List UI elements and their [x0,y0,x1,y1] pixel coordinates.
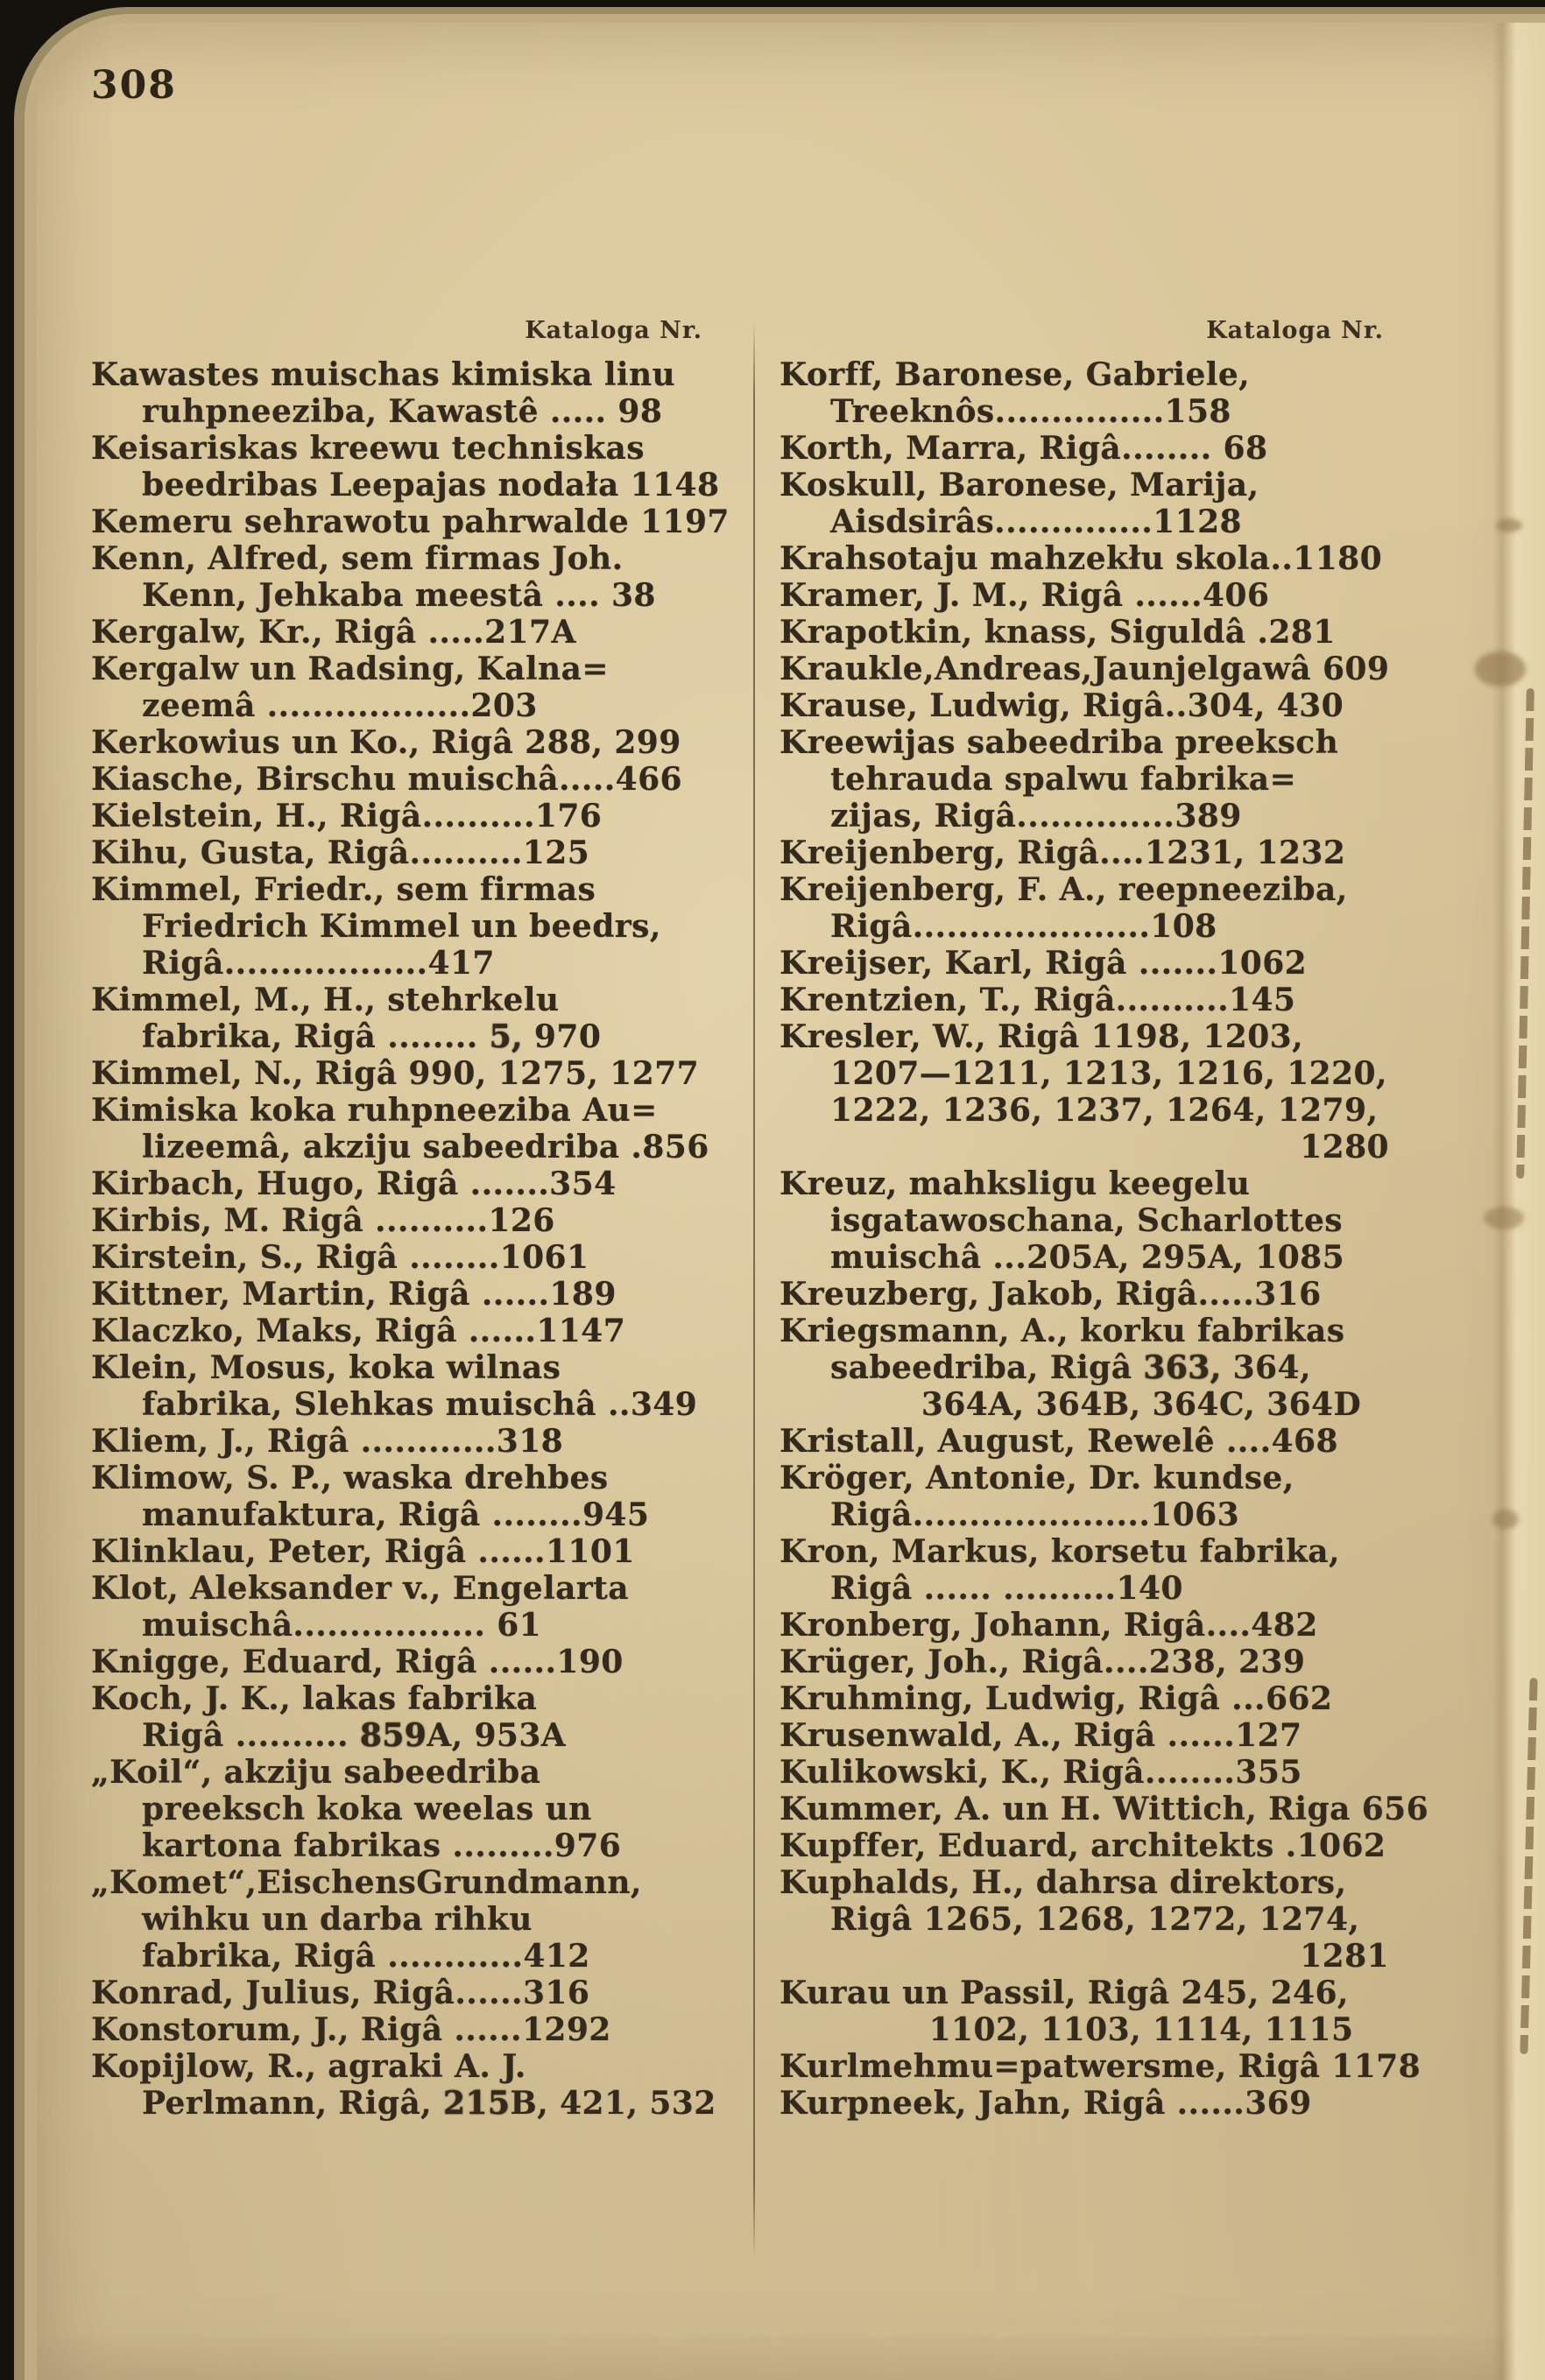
catalog-entry [91,651,741,724]
entry-line: Kresler, W., Rigâ 1198, 1203, [780,1018,1304,1055]
catalog-entry [91,1202,741,1239]
catalog-entry [780,1717,1398,1754]
entry-line: sabeedriba, Rigâ 363, 364, [830,1349,1311,1386]
entry-line: muischâ................. 61 [142,1607,542,1644]
entry-line: Korth, Marra, Rigâ........ 68 [780,430,1268,467]
catalog-entry [780,1644,1398,1680]
catalog-entry [780,1864,1398,1975]
stain-mark [1475,651,1526,687]
entry-line: Kerkowius un Ko., Rigâ 288, 299 [91,724,681,761]
stain-mark [1484,1207,1524,1229]
entry-line: zeemâ ..................203 [142,687,538,724]
catalog-entry [780,1975,1398,2048]
catalog-entry [91,1533,741,1570]
entry-line: Kergalw, Kr., Rigâ .....217A [91,614,576,651]
entry-line: Kimmel, M., H., stehrkelu [91,982,560,1018]
entry-line: Rigâ .......... 859A, 953A [142,1717,567,1754]
catalog-entry [91,1754,741,1864]
entry-line: „Komet“,EischensGrundmann, [91,1864,642,1901]
catalog-entry [780,1460,1398,1533]
entry-line: Klot, Aleksander v., Engelarta [91,1570,629,1607]
catalog-entry [91,430,741,503]
entry-line: Kristall, August, Rewelê ....468 [780,1423,1338,1460]
entry-line: Kreijser, Karl, Rigâ .......1062 [780,945,1308,982]
entry-line: Kiasche, Birschu muischâ.....466 [91,761,683,798]
catalog-entry [780,1607,1398,1644]
catalog-entry [91,2011,741,2048]
entry-line: Kopijlow, R., agraki A. J. [91,2048,526,2085]
entry-line: Kreijenberg, Rigâ....1231, 1232 [780,834,1346,871]
entry-line: Rigâ.....................1063 [830,1496,1240,1533]
catalog-entry [780,871,1398,945]
catalog-entry [91,1313,741,1349]
entry-line: Perlmann, Rigâ, 215B, 421, 532 [142,2085,716,2122]
entry-line: Kruhming, Ludwig, Rigâ ...662 [780,1680,1333,1717]
entry-line: Kirbis, M. Rigâ ..........126 [91,1202,555,1239]
entry-line: Krusenwald, A., Rigâ ......127 [780,1717,1302,1754]
catalog-entry [91,1276,741,1313]
catalog-entry [780,1165,1398,1276]
entry-line: 1280 [1300,1129,1389,1165]
entry-line: Koch, J. K., lakas fabrika [91,1680,538,1717]
catalog-entry [91,1423,741,1460]
catalog-entry [780,2048,1422,2085]
catalog-entry [780,687,1398,724]
catalog-entry [91,1055,741,1092]
entry-line: Krapotkin, knass, Siguldâ .281 [780,614,1336,651]
entry-line: Kröger, Antonie, Dr. kundse, [780,1460,1295,1496]
catalog-entry [91,1570,741,1644]
catalog-entry [780,1680,1398,1717]
catalog-entry [91,614,741,651]
catalog-entry [91,982,741,1055]
entry-line: Kronberg, Johann, Rigâ....482 [780,1607,1318,1644]
entry-line: 364A, 364B, 364C, 364D [921,1386,1362,1423]
catalog-entry [780,834,1398,871]
page-number: 308 [91,63,177,108]
catalog-entry [780,724,1398,834]
catalog-entries-left [91,356,741,2122]
book-page [37,23,1545,2380]
catalog-entry [780,1018,1398,1165]
entry-line: preeksch koka weelas un [142,1791,592,1827]
entry-line: Keisariskas kreewu techniskas [91,430,645,467]
catalog-entry [780,945,1398,982]
catalog-entry [780,1754,1398,1791]
entry-line: Friedrich Kimmel un beedrs, [142,908,661,945]
entry-line: Rigâ ...... ..........140 [830,1570,1183,1607]
catalog-entry [780,614,1398,651]
entry-line: fabrika, Rigâ ............412 [142,1938,590,1975]
entry-line: Rigâ 1265, 1268, 1272, 1274, [830,1901,1360,1938]
catalog-entry [780,467,1398,540]
column-header-left: Kataloga Nr. [525,317,702,344]
catalog-entry [780,982,1398,1018]
entry-line: Klaczko, Maks, Rigâ ......1147 [91,1313,626,1349]
column-left [91,317,741,2122]
entry-line: Kron, Markus, korsetu fabrika, [780,1533,1340,1570]
catalog-entry [91,2048,741,2122]
entry-line: Kirbach, Hugo, Rigâ .......354 [91,1165,617,1202]
entry-line: Konstorum, J., Rigâ ......1292 [91,2011,611,2048]
catalog-entry [780,1313,1398,1423]
catalog-entry [91,1165,741,1202]
entry-line: Kenn, Alfred, sem firmas Joh. [91,540,624,577]
entry-line: Kreewijas sabeedriba preeksch [780,724,1339,761]
entry-line: Kihu, Gusta, Rigâ..........125 [91,834,590,871]
entry-line: Rigâ.....................108 [830,908,1217,945]
entry-line: Kreijenberg, F. A., reepneeziba, [780,871,1348,908]
catalog-entry [780,1791,1429,1827]
entry-line: Kupffer, Eduard, architekts .1062 [780,1827,1386,1864]
entry-line: Krüger, Joh., Rigâ....238, 239 [780,1644,1306,1680]
entry-line: Klimow, S. P., waska drehbes [91,1460,609,1496]
catalog-entry [91,1239,741,1276]
catalog-entry [780,356,1398,430]
entry-line: Kramer, J. M., Rigâ ......406 [780,577,1270,614]
catalog-entry [91,1644,741,1680]
entry-line: Kuphalds, H., dahrsa direktors, [780,1864,1347,1901]
entry-line: 1102, 1103, 1114, 1115 [928,2011,1354,2048]
catalog-entry [780,1827,1398,1864]
entry-line: Korff, Baronese, Gabriele, [780,356,1251,393]
entry-line: wihku un darba rihku [142,1901,533,1938]
entry-line: Kimmel, Friedr., sem firmas [91,871,596,908]
catalog-entry [91,1975,741,2011]
entry-line: Rigâ..................417 [142,945,495,982]
stain-mark [1496,518,1522,532]
entry-line: fabrika, Rigâ ........ 5, 970 [142,1018,602,1055]
entry-line: Krentzien, T., Rigâ..........145 [780,982,1296,1018]
entry-line: ruhpneeziba, Kawastê ..... 98 [142,393,663,430]
entry-line: kartona fabrikas .........976 [142,1827,622,1864]
entry-line: Kraukle,Andreas,Jaunjelgawâ 609 [780,651,1390,687]
entry-line: Kurlmehmu=patwersme, Rigâ 1178 [780,2048,1422,2085]
stain-mark [1492,1510,1519,1529]
entry-line: Kimmel, N., Rigâ 990, 1275, 1277 [91,1055,700,1092]
entry-line: Kriegsmann, A., korku fabrikas [780,1313,1345,1349]
catalog-entry [91,1349,741,1423]
catalog-entry [780,651,1398,687]
catalog-entry [91,724,741,761]
entry-line: Kreuz, mahksligu keegelu [780,1165,1251,1202]
entry-line: Kurau un Passil, Rigâ 245, 246, [780,1975,1349,2011]
catalog-entry [91,1092,741,1165]
entry-line: fabrika, Slehkas muischâ ..349 [142,1386,698,1423]
entry-line: Konrad, Julius, Rigâ......316 [91,1975,590,2011]
entry-line: Kielstein, H., Rigâ..........176 [91,798,603,834]
entry-line: Kurpneek, Jahn, Rigâ ......369 [780,2085,1312,2122]
entry-line: 1207—1211, 1213, 1216, 1220, [830,1055,1387,1092]
column-header-right: Kataloga Nr. [1206,317,1384,344]
entry-line: 1281 [1300,1938,1389,1975]
column-divider [753,320,755,2257]
catalog-entry [91,871,741,982]
entry-line: Kergalw un Radsing, Kalna= [91,651,609,687]
binding-stitch-mark [1520,1678,1537,2054]
catalog-entry [91,761,741,798]
entry-line: Klinklau, Peter, Rigâ ......1101 [91,1533,635,1570]
entry-line: isgatawoschana, Scharlottes [830,1202,1343,1239]
entry-line: „Koil“, akziju sabeedriba [91,1754,541,1791]
catalog-entry [91,1680,741,1754]
entry-line: beedribas Leepajas nodała 1148 [142,467,720,503]
catalog-entry [780,2085,1398,2122]
entry-line: manufaktura, Rigâ ........945 [142,1496,650,1533]
catalog-entry [91,1864,741,1975]
binding-stitch-mark [1516,688,1534,1179]
column-right [780,317,1429,2122]
entry-line: Kliem, J., Rigâ ............318 [91,1423,564,1460]
catalog-entry [780,1533,1398,1607]
entry-line: Aisdsirâs..............1128 [830,503,1243,540]
catalog-entry [91,540,741,614]
catalog-entry [91,834,741,871]
catalog-entries-right [780,356,1429,2122]
entry-line: muischâ ...205A, 295A, 1085 [830,1239,1345,1276]
entry-line: Treeknôs...............158 [830,393,1231,430]
entry-line: tehrauda spalwu fabrika= [830,761,1297,798]
entry-line: Kummer, A. un H. Wittich, Riga 656 [780,1791,1429,1827]
entry-line: 1222, 1236, 1237, 1264, 1279, [830,1092,1379,1129]
catalog-entry [780,577,1398,614]
catalog-entry [780,540,1398,577]
catalog-entry [780,1276,1398,1313]
catalog-entry [91,1460,741,1533]
entry-line: Kulikowski, K., Rigâ........355 [780,1754,1302,1791]
entry-line: Kimiska koka ruhpneeziba Au= [91,1092,658,1129]
entry-line: Kreuzberg, Jakob, Rigâ.....316 [780,1276,1322,1313]
entry-line: Koskull, Baronese, Marija, [780,467,1259,503]
entry-line: zijas, Rigâ..............389 [830,798,1242,834]
entry-line: lizeemâ, akziju sabeedriba .856 [142,1129,709,1165]
catalog-entry [91,356,741,430]
entry-line: Kawastes muischas kimiska linu [91,356,676,393]
entry-line: Krahsotaju mahzekłu skola..1180 [780,540,1383,577]
catalog-entry [780,1423,1398,1460]
entry-line: Kenn, Jehkaba meestâ .... 38 [142,577,656,614]
fore-edge-strip [1492,23,1545,2380]
catalog-entry [91,798,741,834]
entry-line: Kirstein, S., Rigâ ........1061 [91,1239,589,1276]
catalog-entry [780,430,1398,467]
entry-line: Knigge, Eduard, Rigâ ......190 [91,1644,624,1680]
entry-line: Kemeru sehrawotu pahrwalde 1197 [91,503,730,540]
entry-line: Krause, Ludwig, Rigâ..304, 430 [780,687,1344,724]
entry-line: Klein, Mosus, koka wilnas [91,1349,561,1386]
entry-line: Kittner, Martin, Rigâ ......189 [91,1276,617,1313]
catalog-entry [91,503,741,540]
